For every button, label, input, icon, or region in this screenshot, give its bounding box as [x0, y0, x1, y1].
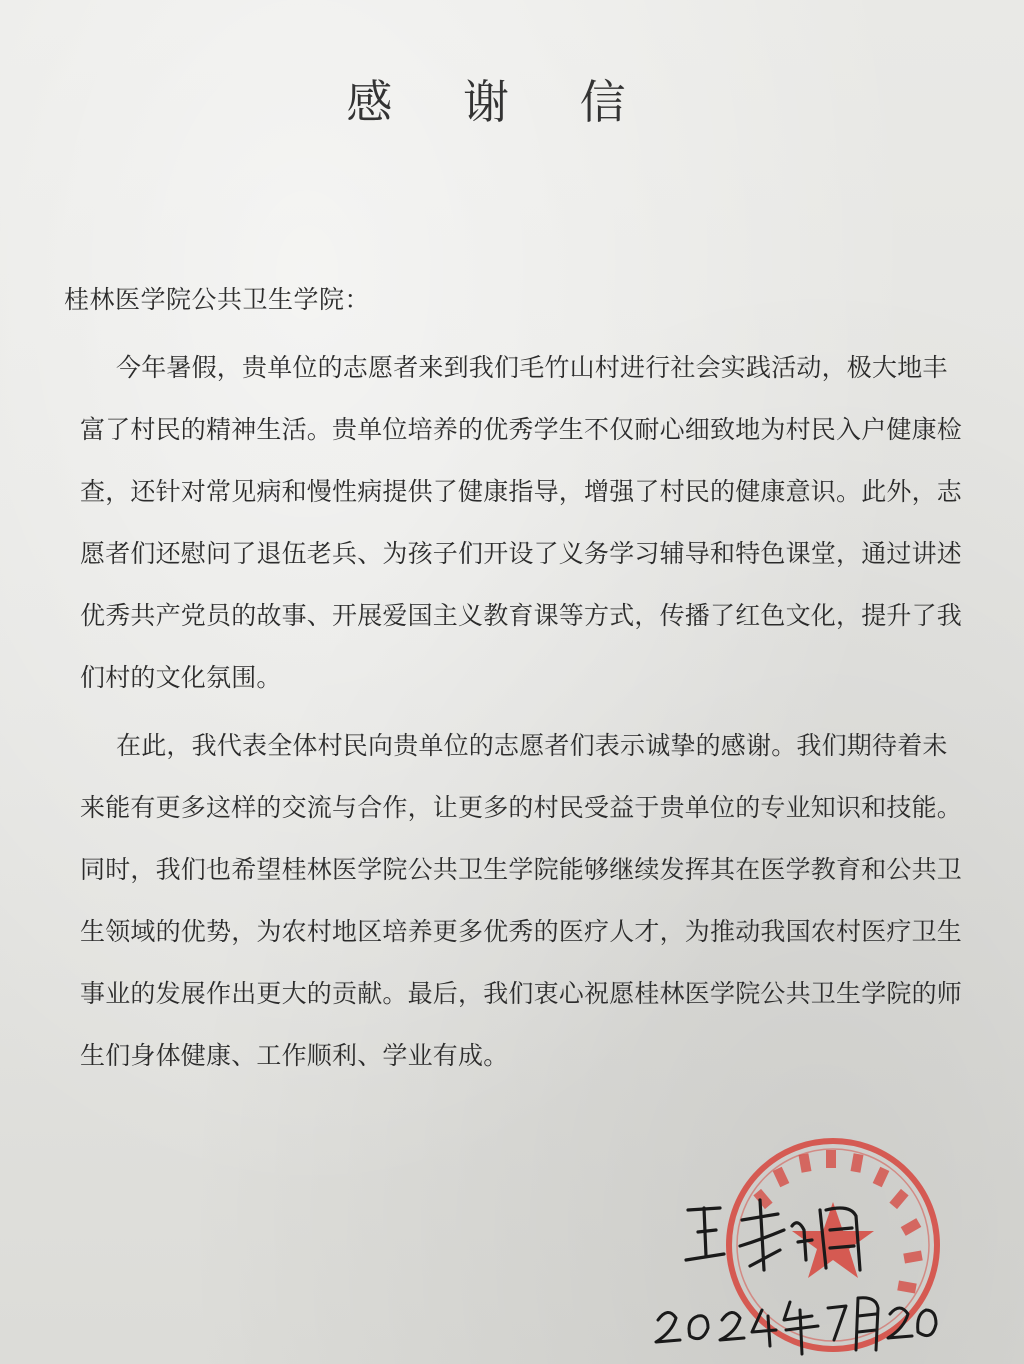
body-line: 来能有更多这样的交流与合作，让更多的村民受益于贵单位的专业知识和技能。	[80, 793, 963, 822]
body-line: 事业的发展作出更大的贡献。最后，我们衷心祝愿桂林医学院公共卫生学院的师	[80, 979, 963, 1008]
body-line: 今年暑假，贵单位的志愿者来到我们毛竹山村进行社会实践活动，极大地丰	[116, 353, 948, 382]
handwritten-signature	[680, 1190, 890, 1280]
body-line: 同时，我们也希望桂林医学院公共卫生学院能够继续发挥其在医学教育和公共卫	[80, 855, 963, 884]
body-line: 们村的文化氛围。	[80, 663, 282, 692]
body-line: 优秀共产党员的故事、开展爱国主义教育课等方式，传播了红色文化，提升了我	[80, 601, 963, 630]
body-line: 查，还针对常见病和慢性病提供了健康指导，增强了村民的健康意识。此外，志	[80, 477, 963, 506]
body-line: 愿者们还慰问了退伍老兵、为孩子们开设了义务学习辅导和特色课堂，通过讲述	[80, 539, 963, 568]
body-line: 富了村民的精神生活。贵单位培养的优秀学生不仅耐心细致地为村民入户健康检	[80, 415, 963, 444]
handwritten-date	[650, 1280, 950, 1360]
body-line: 在此，我代表全体村民向贵单位的志愿者们表示诚挚的感谢。我们期待着未	[116, 731, 948, 760]
body-line: 生们身体健康、工作顺利、学业有成。	[80, 1041, 509, 1070]
body-line: 生领域的优势，为农村地区培养更多优秀的医疗人才，为推动我国农村医疗卫生	[80, 917, 963, 946]
letter-salutation: 桂林医学院公共卫生学院：	[64, 285, 371, 314]
letter-body	[80, 348, 963, 1098]
letter-title: 感 谢 信	[346, 75, 654, 129]
